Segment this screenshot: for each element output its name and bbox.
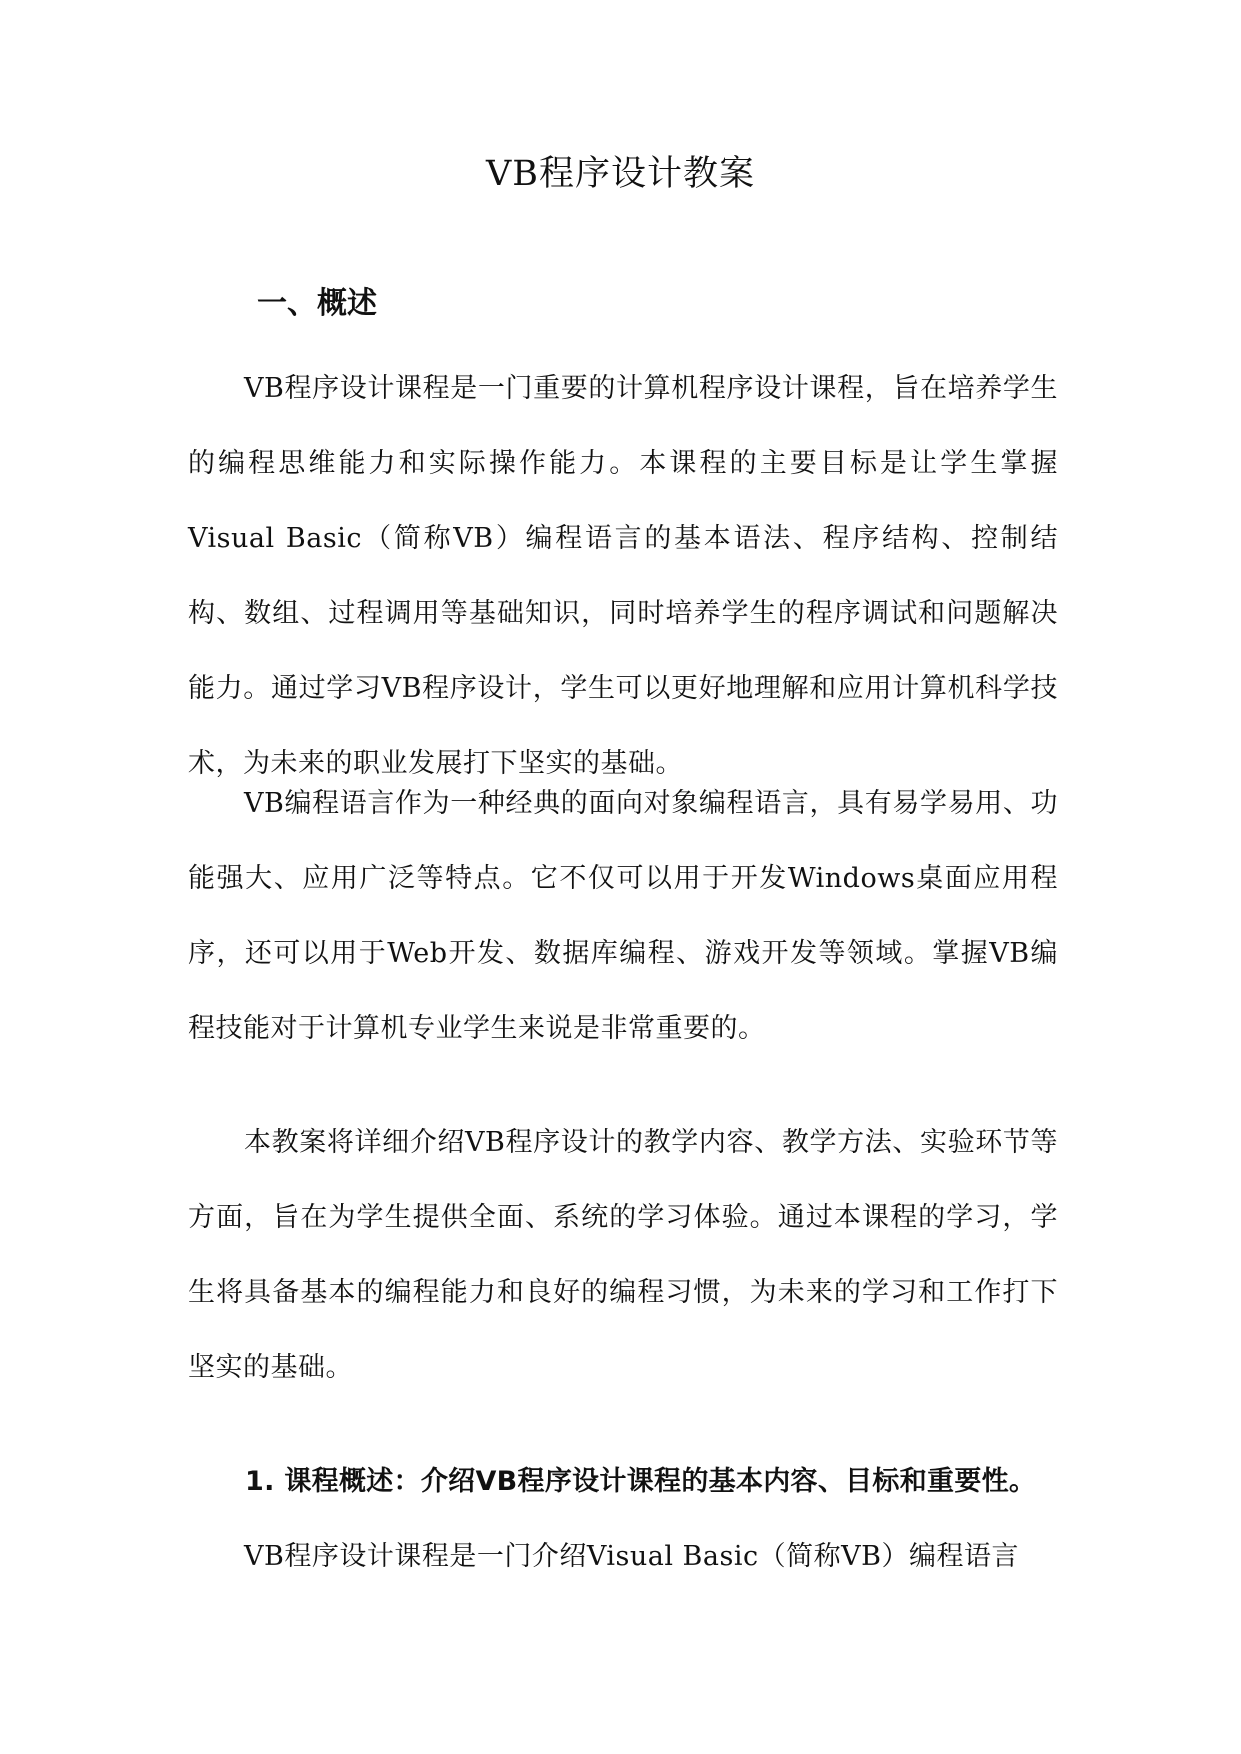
paragraph-plan-summary: 本教案将详细介绍VB程序设计的教学内容、教学方法、实验环节等方面，旨在为学生提供全面、系统的学习体验。通过本课程的学习，学生将具备基本的编程能力和良好的编程习惯，为未来的学习和工作打下坚实的基础。	[188, 1127, 1058, 1383]
section-heading-overview: 一、概述	[257, 286, 377, 321]
paragraph-vb-features: VB编程语言作为一种经典的面向对象编程语言，具有易学易用、功能强大、应用广泛等特点。它不仅可以用于开发Windows桌面应用程序，还可以用于Web开发、数据库编程、游戏开发等领域。掌握VB编程技能对于计算机专业学生来说是非常重要的。	[188, 788, 1058, 1044]
paragraph-course-intro: VB程序设计课程是一门重要的计算机程序设计课程，旨在培养学生的编程思维能力和实际操作能力。本课程的主要目标是让学生掌握Visual Basic（简称VB）编程语言的基本语法、程序结构、控制结构、数组、过程调用等基础知识，同时培养学生的程序调试和问题解决能力。通过学习VB程序设计，学生可以更好地理解和应用计算机科学技术，为未来的职业发展打下坚实的基础。	[188, 373, 1058, 779]
paragraph-course-overview-start: VB程序设计课程是一门介绍Visual Basic（简称VB）编程语言	[244, 1541, 1019, 1572]
document-title: VB程序设计教案	[486, 154, 755, 194]
subheading-course-overview: 1. 课程概述：介绍VB程序设计课程的基本内容、目标和重要性。	[245, 1466, 1037, 1497]
